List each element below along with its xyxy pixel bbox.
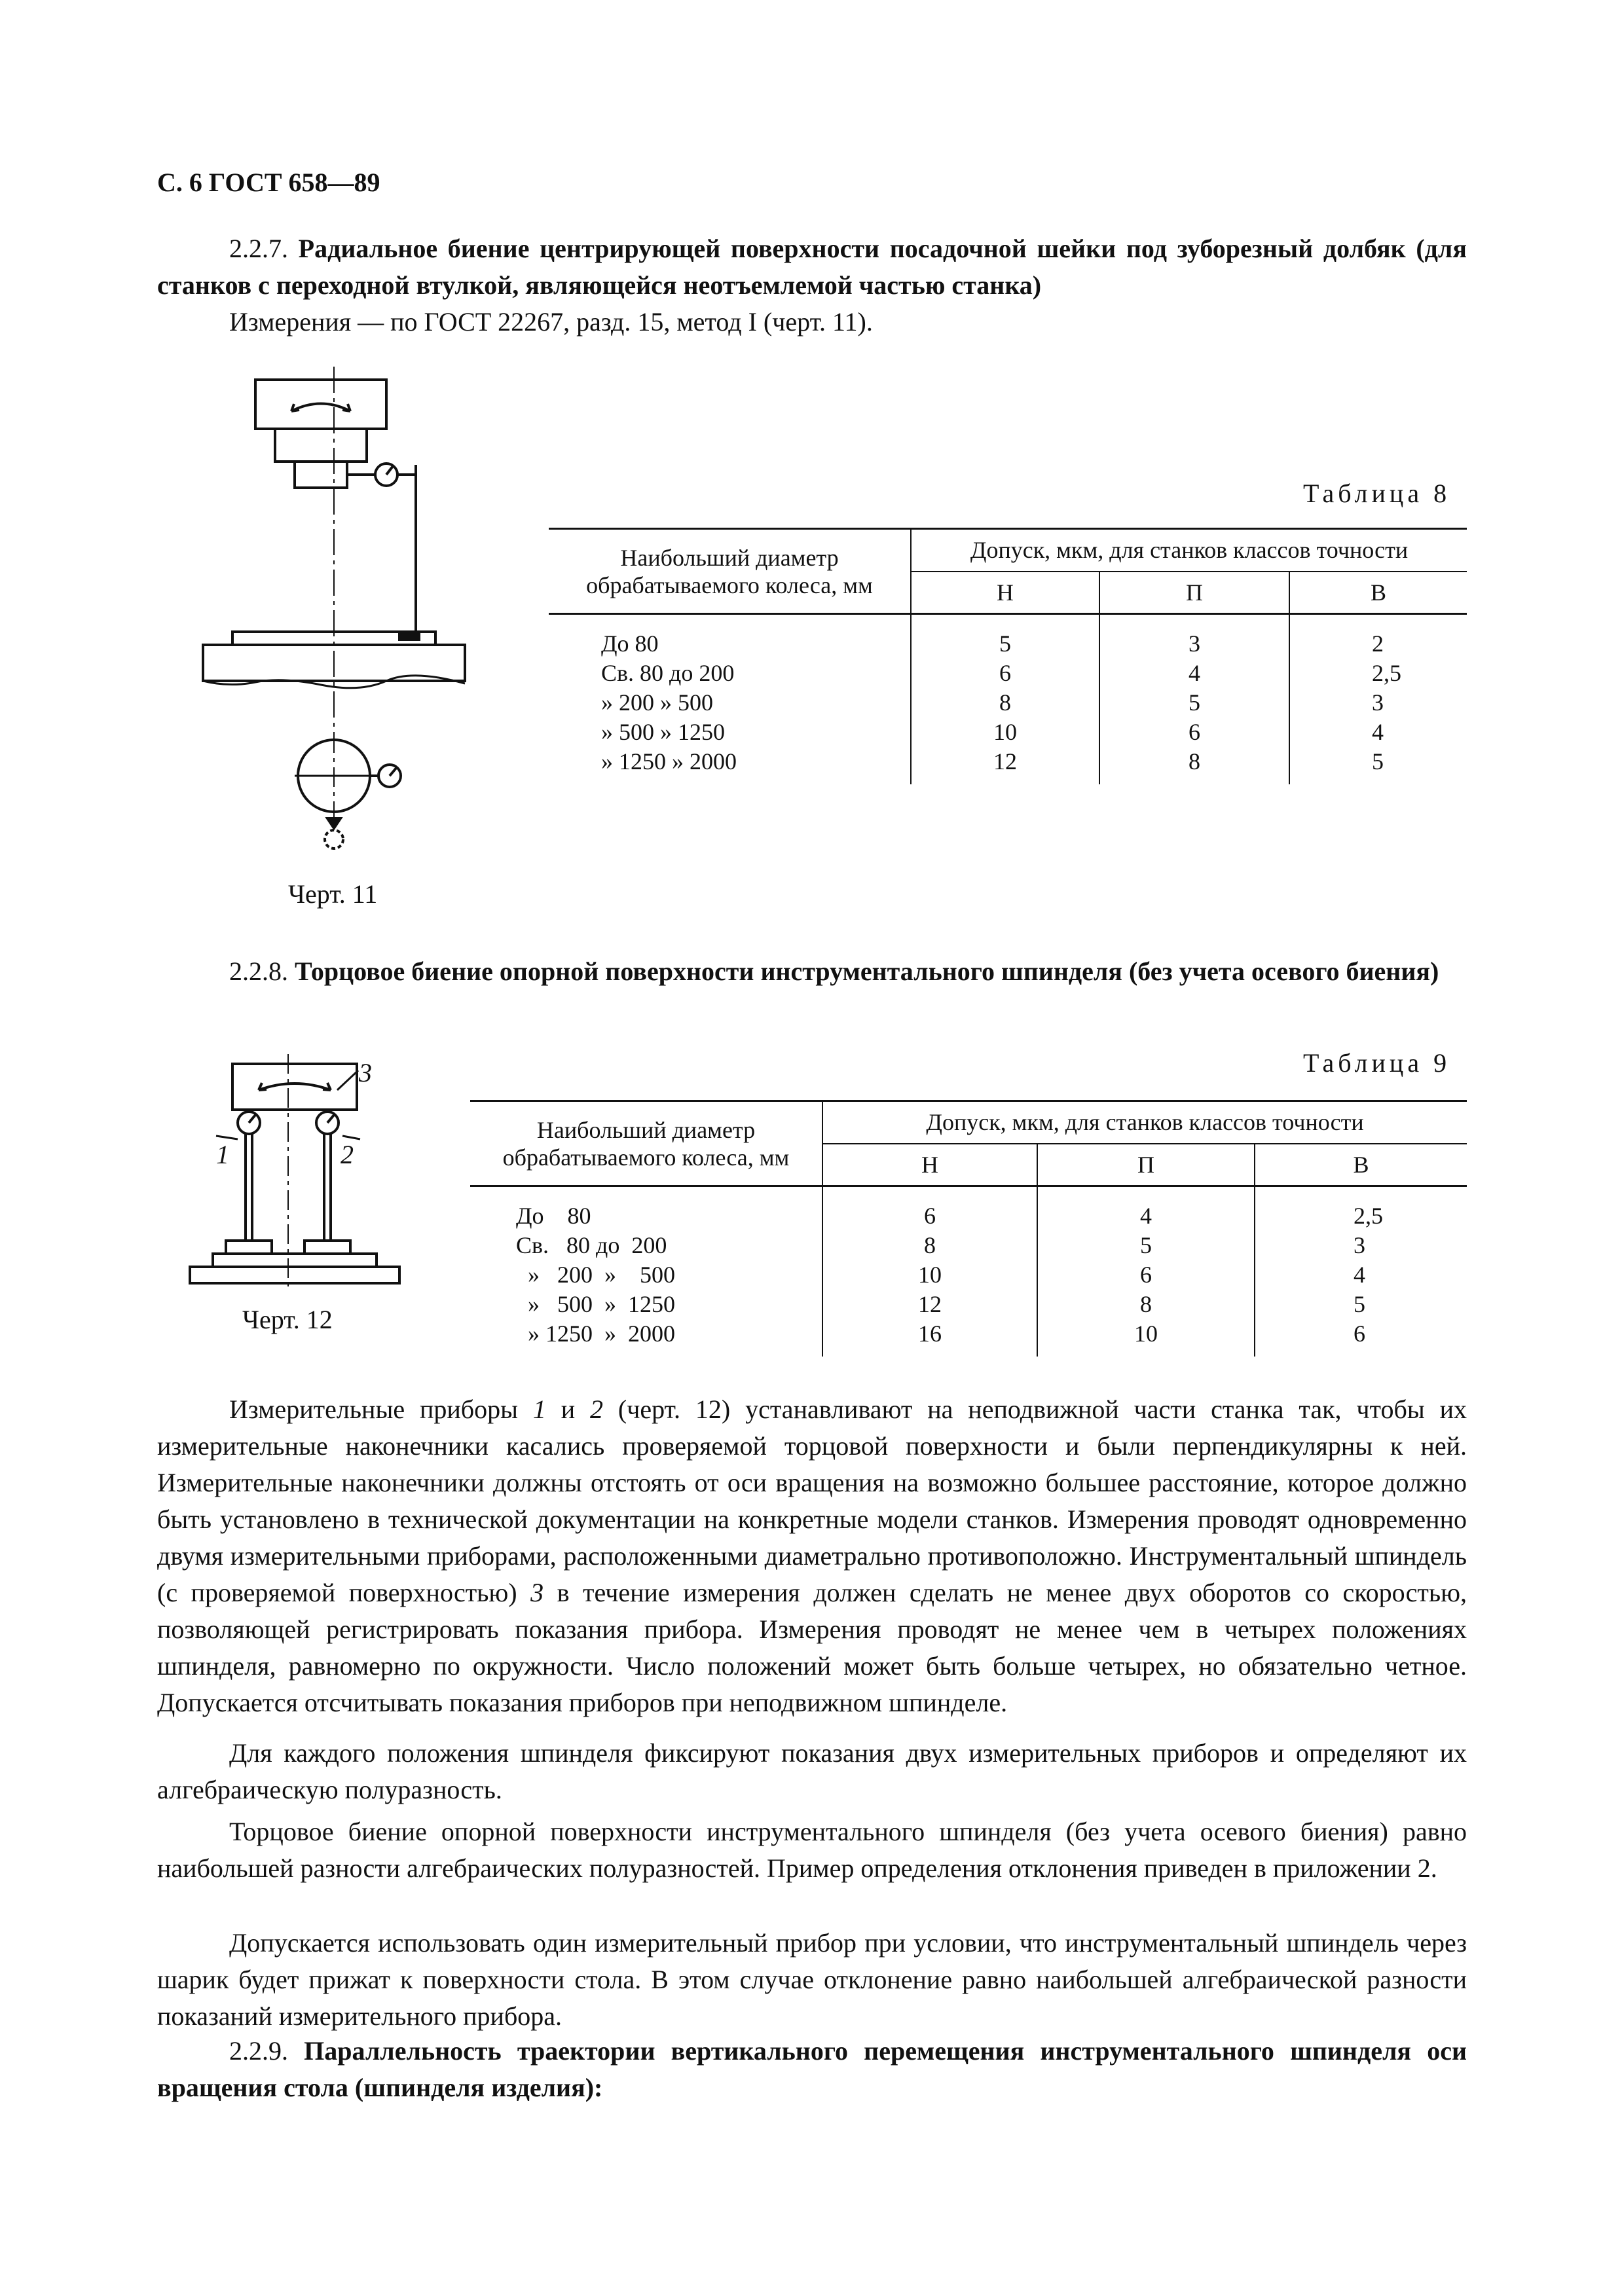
spindle (232, 1064, 357, 1110)
machine-table (190, 1267, 399, 1283)
table-cell: 5 (1354, 1291, 1365, 1317)
body-paragraph-2 (157, 1735, 1467, 1808)
flange (275, 429, 367, 462)
table-8-values-v (1289, 614, 1467, 785)
table-cell: 6 (1354, 1321, 1365, 1347)
figure-12-caption: Черт. 12 (242, 1305, 333, 1334)
table-9-caption: Таблица 9 (1303, 1048, 1451, 1078)
table-8-values-p (1099, 614, 1289, 785)
body-paragraph-4 (157, 1925, 1467, 2035)
table-cell: 4 (1354, 1262, 1365, 1288)
table-cell: 12 (918, 1291, 942, 1317)
table-8-class-v: В (1289, 572, 1467, 614)
table-cell: 6 (1189, 719, 1200, 745)
table-8 (549, 528, 1467, 784)
table-cell: 3 (1189, 630, 1200, 657)
table-8-diameters (549, 614, 911, 785)
stand-base-2 (304, 1241, 350, 1254)
section-2-2-7-measure (157, 304, 1467, 340)
table-9-class-h: Н (822, 1144, 1037, 1186)
table-cell: 4 (1372, 719, 1384, 745)
section-title: Торцовое биение опорной поверхности инструментального шпинделя (без учета осевого биения) (295, 957, 1439, 986)
body-text: Для каждого положения шпинделя фиксируют показания двух измерительных приборов и определяют их алгебраическую полуразность. (157, 1738, 1467, 1804)
body-text: (черт. 12) устанавливают на неподвижной части станка так, чтобы их измерительные наконечники касались проверяемой торцовой поверхности и были перпендикулярны к ней. Измерительные наконечники должны отстоять от оси вращения на возможно большее расстояние, которое должно быть установлено в технической документации на конкретные модели станков. Измерения проводят одновременно двумя измерительными приборами, расположенными диаметрально противоположно. Инструментальный шпиндель (с проверяемой поверхностью) (157, 1394, 1467, 1607)
body-text: и (545, 1394, 591, 1424)
rotation-arrow-icon (259, 1084, 331, 1090)
table-cell: 8 (924, 1232, 936, 1258)
figure-12-label-3: 3 (359, 1058, 372, 1087)
measure-text: Измерения — по ГОСТ 22267, разд. 15, метод I (черт. 11). (229, 307, 873, 337)
table-9-values-v (1255, 1186, 1467, 1357)
table-row: » 1250 » 2000 (516, 1321, 675, 1347)
table-row: До 80 (601, 630, 659, 657)
figure-11-drawing (190, 367, 465, 877)
table-row: » 1250 » 2000 (601, 748, 737, 774)
table-cell: 10 (918, 1262, 942, 1288)
table-8-values-h (911, 614, 1099, 785)
centering-neck (295, 462, 347, 488)
table-9-class-p: П (1037, 1144, 1255, 1186)
section-number: 2.2.7. (229, 234, 288, 263)
section-2-2-8-title (157, 953, 1467, 990)
table-cell: 3 (1354, 1232, 1365, 1258)
page-header: С. 6 ГОСТ 658—89 (157, 168, 380, 197)
figure-12-label-2: 2 (341, 1140, 354, 1169)
table-cell: 2 (1372, 630, 1384, 657)
body-paragraph-1 (157, 1391, 1467, 1721)
table-8-caption: Таблица 8 (1303, 479, 1451, 508)
rotation-arrow-icon (291, 404, 350, 412)
table-9-values-h (822, 1186, 1037, 1357)
table-8-class-p: П (1099, 572, 1289, 614)
table-cell: 12 (993, 748, 1017, 774)
table-cell: 6 (924, 1203, 936, 1229)
table-row: » 200 » 500 (601, 689, 713, 716)
table-row: До 80 (516, 1203, 591, 1229)
table-cell: 3 (1372, 689, 1384, 716)
rotation-marker-icon (325, 830, 343, 848)
body-text: Торцовое биение опорной поверхности инструментального шпинделя (без учета осевого биения) равно наибольшей разности алгебраических полуразностей. Пример определения отклонения приведен в приложении 2. (157, 1817, 1467, 1883)
ref-2: 2 (590, 1394, 604, 1424)
table-9-values-p (1037, 1186, 1255, 1357)
table-cell: 4 (1140, 1203, 1152, 1229)
body-paragraph-3 (157, 1813, 1467, 1887)
ref-1: 1 (532, 1394, 546, 1424)
section-number: 2.2.8. (229, 957, 288, 986)
table-row: » 500 » 1250 (601, 719, 725, 745)
table-9-col-diameter: Наибольший диаметр обрабатываемого колеса, мм (502, 1116, 790, 1171)
body-text: Измерительные приборы (229, 1394, 533, 1424)
table-cell: 6 (1140, 1262, 1152, 1288)
figure-12-label-1: 1 (216, 1140, 229, 1169)
table-cell: 16 (918, 1321, 942, 1347)
section-2-2-9-title (157, 2033, 1467, 2106)
figure-11-caption: Черт. 11 (288, 879, 378, 909)
table-cell: 10 (1134, 1321, 1158, 1347)
table-8-col-group: Допуск, мкм, для станков классов точности (911, 529, 1467, 572)
table-cell: 8 (1140, 1291, 1152, 1317)
table-row: Св. 80 до 200 (601, 660, 735, 686)
table-cell: 6 (999, 660, 1011, 686)
body-text: Допускается использовать один измерительный прибор при условии, что инструментальный шпиндель через шарик будет прижат к поверхности стола. В этом случае отклонение равно наибольшей алгебраической разности показаний измерительного прибора. (157, 1928, 1467, 2031)
section-title: Параллельность траектории вертикального перемещения инструментального шпинделя оси вращения стола (шпинделя изделия): (157, 2036, 1467, 2102)
table-row: » 500 » 1250 (516, 1291, 675, 1317)
table-cell: 4 (1189, 660, 1200, 686)
section-title: Радиальное биение центрирующей поверхности посадочной шейки под зуборезный долбяк (для станков с переходной втулкой, являющейся неотъемлемой частью станка) (157, 234, 1467, 300)
table-cell: 8 (1189, 748, 1200, 774)
table-cell: 5 (1189, 689, 1200, 716)
table-cell: 5 (1140, 1232, 1152, 1258)
table-9-diameters (470, 1186, 822, 1357)
table-9-class-v: В (1255, 1144, 1467, 1186)
section-number: 2.2.9. (229, 2036, 288, 2066)
table-row: Св. 80 до 200 (516, 1232, 667, 1258)
section-2-2-7-title (157, 230, 1467, 304)
table-cell: 5 (999, 630, 1011, 657)
table-8-class-h: Н (911, 572, 1099, 614)
table-9-col-group: Допуск, мкм, для станков классов точности (822, 1101, 1467, 1144)
stand-base-1 (226, 1241, 272, 1254)
table-9 (470, 1100, 1467, 1357)
table-row: » 200 » 500 (516, 1262, 675, 1288)
table-cell: 5 (1372, 748, 1384, 774)
ref-3: 3 (530, 1578, 544, 1607)
table-8-col-diameter: Наибольший диаметр обрабатываемого колеса, мм (586, 544, 873, 598)
table-cell: 2,5 (1372, 660, 1401, 686)
figure-12-drawing (187, 1054, 403, 1296)
body-text: в течение измерения должен сделать не менее двух оборотов со скоростью, позволяющей регистрировать показания прибора. Измерения проводят не менее чем в четырех положениях шпинделя, равномерно по окружности. Число положений может быть больше четырех, но обязательно четное. Допускается отсчитывать показания приборов при неподвижном шпинделе. (157, 1578, 1467, 1717)
table-cell: 10 (993, 719, 1017, 745)
table-cell: 8 (999, 689, 1011, 716)
table-cell: 2,5 (1354, 1203, 1383, 1229)
